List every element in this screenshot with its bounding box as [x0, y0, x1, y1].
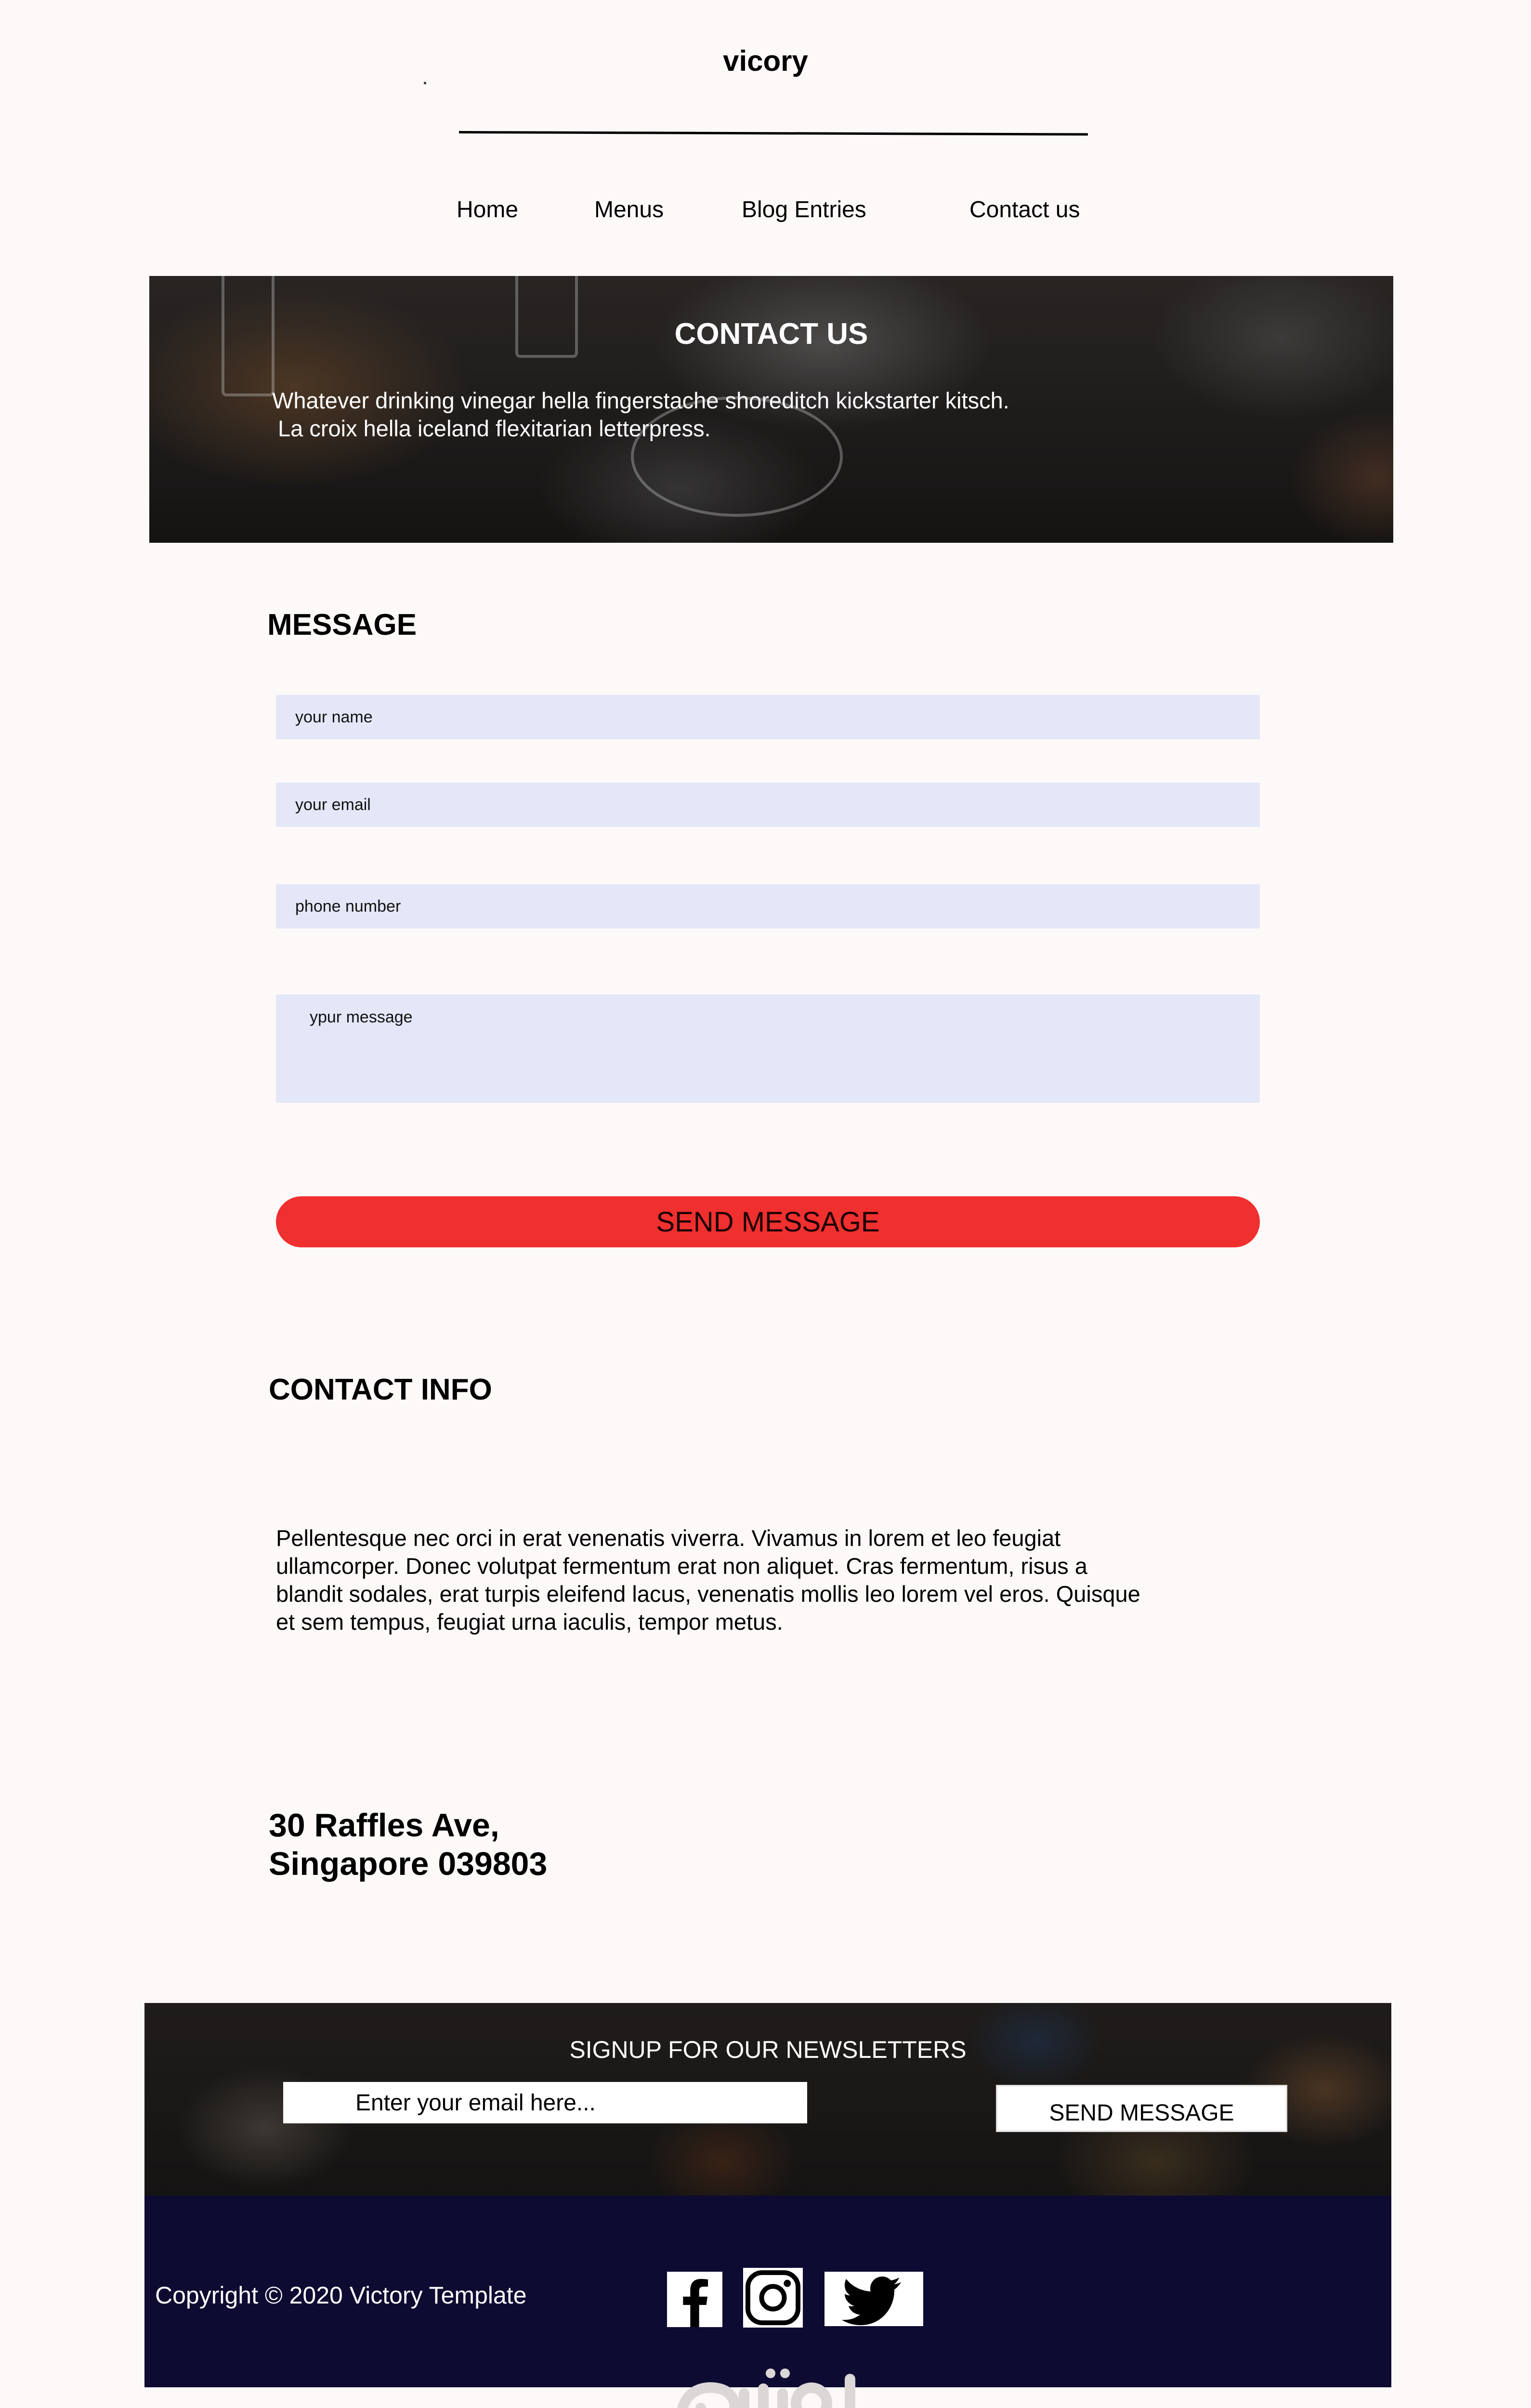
name-input[interactable] — [276, 695, 1260, 739]
brand-logo[interactable]: vicory — [723, 45, 808, 77]
decorative-dot — [424, 82, 426, 84]
facebook-icon[interactable] — [667, 2272, 722, 2327]
newsletter-email-input[interactable] — [283, 2082, 807, 2123]
nav-home[interactable]: Home — [457, 197, 519, 222]
instagram-icon[interactable] — [743, 2268, 803, 2328]
hero-description-line: Whatever drinking vinegar hella fingerstache shoreditch kickstarter kitsch. — [272, 388, 1009, 413]
newsletter-send-button[interactable]: SEND MESSAGE — [996, 2085, 1287, 2132]
phone-input[interactable] — [276, 884, 1260, 929]
watermark-logo — [672, 2360, 860, 2408]
nav-menus[interactable]: Menus — [594, 197, 664, 222]
hero-description — [272, 387, 1139, 443]
hero-title: CONTACT US — [674, 317, 868, 351]
contact-info-heading: CONTACT INFO — [269, 1373, 492, 1406]
newsletter-section — [144, 2003, 1391, 2196]
contact-info-text: Pellentesque nec orci in erat venenatis viverra. Vivamus in lorem et leo feugiat ullamcorper. Donec volutpat fermentum erat non aliquet. Cras fermentum, risus a blandit sodales, erat turpis eleifend lacus, venenatis mollis leo lorem vel eros. Quisque et sem tempus, feugiat urna iaculis, tempor metus. — [276, 1525, 1140, 1635]
hero-banner — [149, 276, 1393, 543]
nav-contact-us[interactable]: Contact us — [969, 197, 1080, 222]
newsletter-title: SIGNUP FOR OUR NEWSLETTERS — [569, 2036, 967, 2063]
message-heading: MESSAGE — [267, 608, 417, 641]
hero-description-line: La croix hella iceland flexitarian letterpress. — [278, 416, 711, 441]
email-input[interactable] — [276, 783, 1260, 827]
send-message-button[interactable]: SEND MESSAGE — [276, 1196, 1260, 1247]
twitter-icon[interactable] — [824, 2272, 923, 2326]
address-line: Singapore 039803 — [269, 1845, 548, 1882]
header-divider — [459, 131, 1088, 136]
address-line: 30 Raffles Ave, — [269, 1807, 499, 1844]
address — [269, 1806, 547, 1883]
copyright-text: Copyright © 2020 Victory Template — [155, 2282, 527, 2309]
nav-blog-entries[interactable]: Blog Entries — [742, 197, 866, 222]
message-textarea[interactable] — [276, 995, 1260, 1103]
footer — [144, 2196, 1391, 2387]
